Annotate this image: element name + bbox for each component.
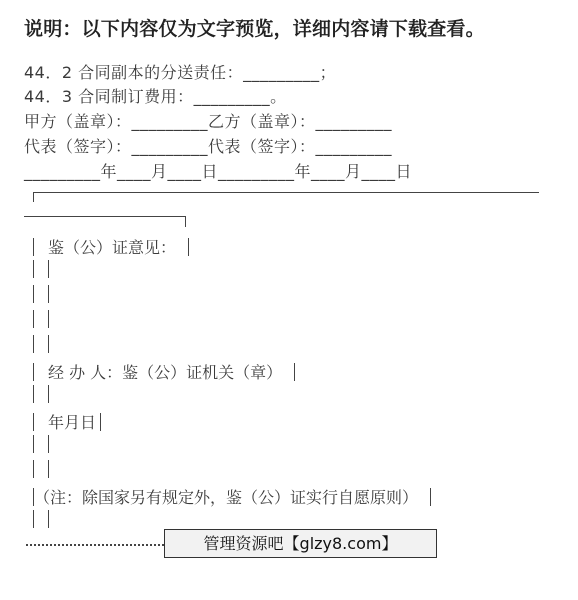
date-line: _________年____月____日_________年____月____日 — [24, 162, 413, 181]
representative-signature-line: 代表（签字）：_________代表（签字）：_________ — [24, 137, 393, 156]
party-seal-line: 甲方（盖章）：_________乙方（盖章）：_________ — [24, 112, 393, 131]
verification-label: 鉴（公）证意见： — [48, 238, 177, 257]
clause-44-2: 44．2 合同副本的分送责任：_________； — [24, 63, 337, 82]
empty-row — [33, 335, 49, 354]
empty-row — [33, 460, 49, 479]
date-label: 年月日 — [48, 413, 97, 432]
box-inner-corner — [185, 216, 186, 227]
verification-row — [33, 235, 189, 258]
empty-row — [33, 435, 49, 454]
note-text: （注：除国家另有规定外，鉴（公）证实行自愿原则） — [34, 488, 419, 507]
handler-row — [33, 360, 295, 383]
clause-44-3: 44．3 合同制订费用：_________。 — [24, 87, 287, 106]
dotted-separator — [26, 544, 164, 546]
box-inner-border — [24, 216, 186, 217]
box-top-border — [33, 192, 539, 193]
empty-row — [33, 510, 49, 529]
site-watermark: 管理资源吧【glzy8.com】 — [164, 529, 437, 558]
empty-row — [33, 385, 49, 404]
note-row — [33, 485, 431, 508]
preview-notice: 说明：以下内容仅为文字预览，详细内容请下载查看。 — [24, 18, 485, 40]
date-row — [33, 410, 101, 433]
empty-row — [33, 310, 49, 329]
empty-row — [33, 285, 49, 304]
box-top-corner — [33, 192, 34, 202]
empty-row — [33, 260, 49, 279]
handler-label: 经 办 人：鉴（公）证机关（章） — [48, 363, 283, 382]
